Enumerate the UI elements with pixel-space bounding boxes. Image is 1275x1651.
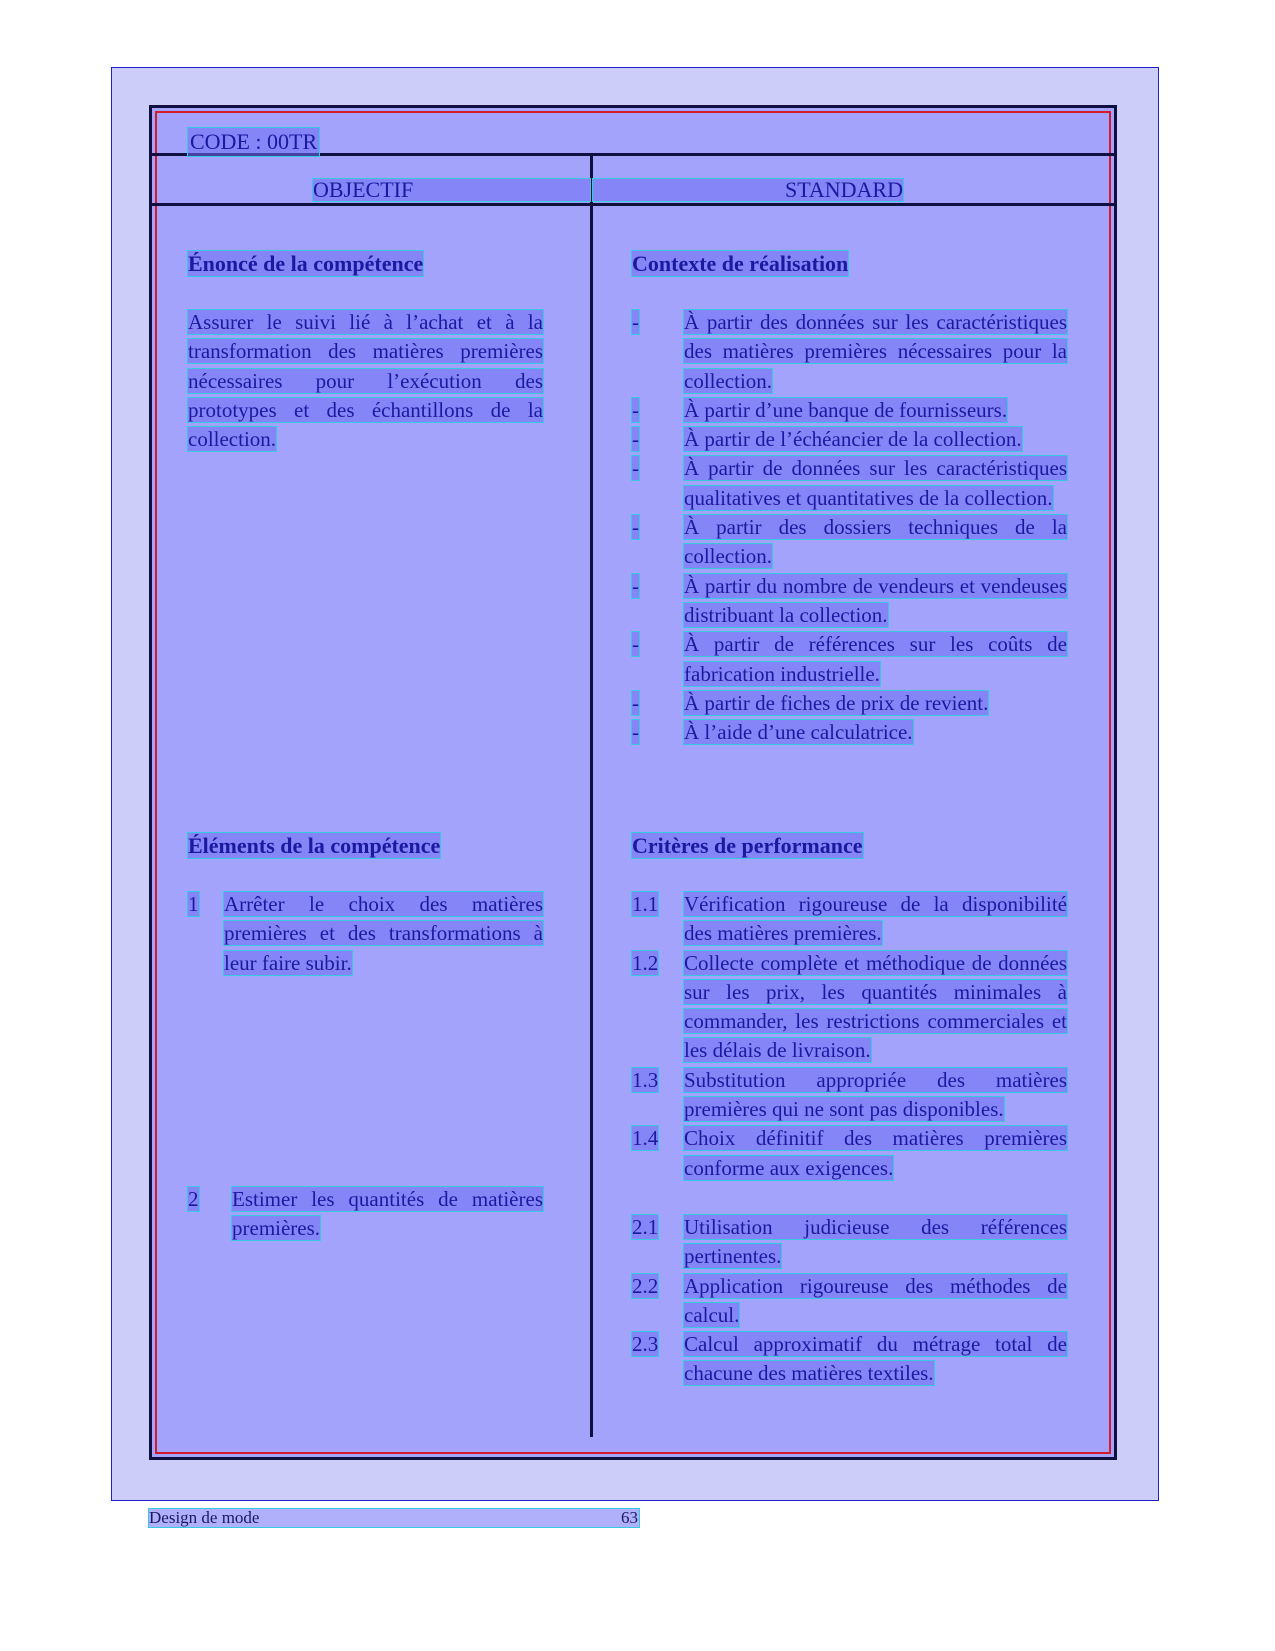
element-text: Arrêter le choix des matières premières et des transformations à leur faire subir.	[224, 892, 543, 975]
item-marker: -	[632, 456, 639, 481]
contexte-section	[632, 250, 1067, 747]
item-marker: 2.1	[632, 1214, 659, 1239]
contexte-item	[632, 513, 1067, 572]
item-marker: -	[632, 310, 639, 334]
contexte-item	[632, 308, 1067, 396]
element-item	[188, 1185, 543, 1244]
criteres-item	[632, 1066, 1067, 1125]
item-text: À partir des données sur les caractéristiques des matières premières nécessaires pour la collection.	[684, 310, 1067, 393]
contexte-title: Contexte de réalisation	[632, 251, 849, 276]
elements-section	[188, 832, 598, 1243]
contexte-item	[632, 718, 1067, 747]
header-objectif: OBJECTIF	[313, 179, 590, 201]
page-footer	[149, 1509, 639, 1527]
footer-page-number: 63	[621, 1508, 638, 1527]
item-marker: 2.3	[632, 1332, 659, 1357]
item-text: Choix définitif des matières premières conforme aux exigences.	[684, 1126, 1067, 1180]
element-item	[188, 890, 543, 978]
item-marker: 1.1	[632, 892, 659, 916]
footer-title: Design de mode	[149, 1508, 260, 1527]
item-text: À partir de données sur les caractéristiques qualitatives et quantitatives de la collection.	[684, 456, 1067, 510]
enonce-title: Énoncé de la compétence	[188, 251, 424, 276]
item-text: À partir des dossiers techniques de la collection.	[684, 515, 1067, 569]
criteres-item	[632, 1272, 1067, 1331]
item-text: Collecte complète et méthodique de données sur les prix, les quantités minimales à commander, les restrictions commerciales et les délais de livraison.	[684, 950, 1067, 1063]
item-text: À partir d’une banque de fournisseurs.	[684, 397, 1008, 422]
criteres-item	[632, 1213, 1067, 1272]
criteres-list	[632, 890, 1067, 1389]
criteres-item	[632, 1330, 1067, 1389]
item-marker: -	[632, 515, 639, 540]
criteres-item	[632, 1124, 1067, 1183]
item-marker: 1.2	[632, 950, 659, 975]
header-standard: STANDARD	[593, 179, 903, 201]
element-marker: 2	[188, 1186, 199, 1211]
contexte-item	[632, 454, 1067, 513]
item-text: À partir de l’échéancier de la collection.	[684, 427, 1022, 452]
contexte-item	[632, 572, 1067, 631]
item-marker: -	[632, 397, 639, 422]
enonce-section	[188, 250, 598, 454]
enonce-text: Assurer le suivi lié à l’achat et à la transformation des matières premières nécessaires pour l’exécution des prototypes et des échantillons de la collection.	[188, 310, 543, 452]
competence-code: CODE : 00TR	[190, 129, 318, 154]
contexte-item	[632, 689, 1067, 718]
element-marker: 1	[188, 892, 199, 916]
criteres-title: Critères de performance	[632, 833, 863, 858]
contexte-item	[632, 425, 1067, 454]
item-marker: -	[632, 690, 639, 715]
item-marker: -	[632, 720, 639, 745]
item-text: Application rigoureuse des méthodes de calcul.	[684, 1273, 1067, 1327]
item-marker: -	[632, 573, 639, 598]
contexte-list	[632, 308, 1067, 747]
item-text: À partir du nombre de vendeurs et vendeuses distribuant la collection.	[684, 573, 1067, 627]
contexte-item	[632, 630, 1067, 689]
item-text: Vérification rigoureuse de la disponibilité des matières premières.	[684, 892, 1067, 946]
item-text: À l’aide d’une calculatrice.	[684, 720, 913, 745]
item-marker: -	[632, 427, 639, 452]
criteres-section	[632, 832, 1067, 1389]
item-text: Utilisation judicieuse des références pertinentes.	[684, 1214, 1067, 1269]
criteres-item	[632, 949, 1067, 1066]
item-marker: 1.3	[632, 1067, 659, 1092]
criteres-item	[632, 890, 1067, 949]
element-text: Estimer les quantités de matières premières.	[232, 1186, 543, 1241]
item-text: À partir de références sur les coûts de fabrication industrielle.	[684, 632, 1067, 686]
item-text: À partir de fiches de prix de revient.	[684, 690, 989, 715]
item-marker: -	[632, 632, 639, 657]
item-text: Substitution appropriée des matières premières qui ne sont pas disponibles.	[684, 1067, 1067, 1122]
elements-title: Éléments de la compétence	[188, 833, 441, 858]
contexte-item	[632, 396, 1067, 425]
item-marker: 2.2	[632, 1273, 659, 1298]
item-marker: 1.4	[632, 1126, 659, 1151]
item-text: Calcul approximatif du métrage total de chacune des matières textiles.	[684, 1332, 1067, 1386]
header-divider	[152, 203, 1114, 206]
